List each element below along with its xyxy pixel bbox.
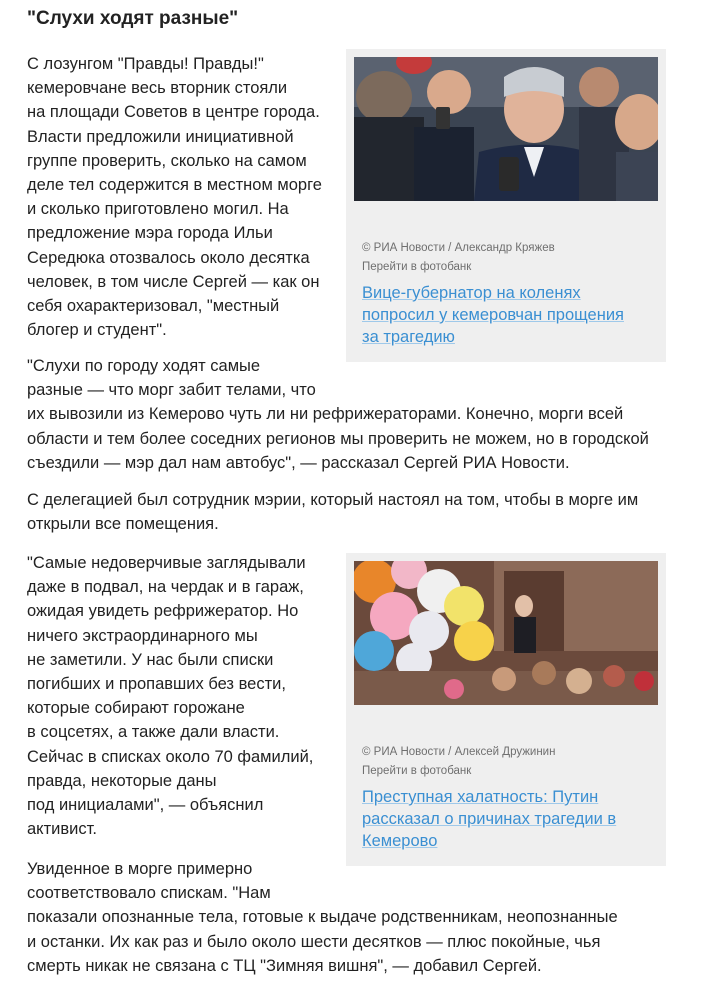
link-line: попросил у кемеровчан прощения — [362, 306, 624, 324]
paragraph-4 — [27, 551, 313, 841]
paragraph-1 — [27, 52, 322, 342]
text-line: не заметили. У нас были списки — [27, 650, 274, 669]
text-line: показали опознанные тела, готовые к выдаче родственникам, неопознанные — [27, 908, 618, 927]
text-line: под инициалами", — объяснил — [27, 796, 264, 815]
photo-credit: © РИА Новости / Алексей Дружинин — [362, 746, 556, 758]
section-heading: "Слухи ходят разные" — [27, 8, 239, 29]
text-line: группе проверить, сколько на самом — [27, 151, 307, 170]
text-line: съездили — мэр дал нам автобус", — рассказал Сергей РИА Новости. — [27, 453, 570, 472]
text-line: которые собирают горожане — [27, 699, 245, 718]
text-line: С делегацией был сотрудник мэрии, который настоял на том, чтобы в морге им — [27, 491, 639, 509]
text-line: в соцсетях, а также дали власти. — [27, 723, 280, 742]
link-line: рассказал о причинах трагедии в — [362, 810, 617, 828]
link-line: Преступная халатность: Путин — [362, 788, 599, 806]
text-line: ничего экстраординарного мы — [27, 626, 258, 645]
crowd-photo[interactable] — [354, 57, 658, 201]
related-article-link[interactable] — [362, 282, 658, 348]
text-line: предложение мэра города Ильи — [27, 224, 273, 243]
text-line: правда, некоторые даны — [27, 771, 217, 790]
text-line: "Слухи по городу ходят самые — [27, 357, 261, 375]
paragraph-3 — [27, 488, 638, 536]
photo-credit: © РИА Новости / Александр Кряжев — [362, 242, 555, 254]
text-line: ожидая увидеть рефрижератор. Но — [27, 602, 299, 621]
text-line: активист. — [27, 820, 97, 839]
related-article-link[interactable] — [362, 786, 658, 852]
memorial-photo-icon — [354, 561, 658, 705]
crowd-photo-icon — [354, 57, 658, 201]
text-line: смерть никак не связана с ТЦ "Зимняя вишня", — добавил Сергей. — [27, 956, 542, 975]
text-line: Середюка отозвалось около десятка — [27, 248, 310, 267]
photobank-link[interactable]: Перейти в фотобанк — [362, 765, 472, 777]
text-line: Сейчас в списках около 70 фамилий, — [27, 747, 314, 766]
photobank-link[interactable]: Перейти в фотобанк — [362, 261, 472, 273]
text-line: разные — что морг забит телами, что — [27, 381, 316, 400]
paragraph-5 — [27, 857, 618, 978]
memorial-photo[interactable] — [354, 561, 658, 705]
text-line: деле тел содержится в местном морге — [27, 176, 322, 195]
paragraph-2 — [27, 354, 649, 475]
text-line: на площади Советов в центре города. — [27, 103, 320, 122]
text-line: "Самые недоверчивые заглядывали — [27, 554, 306, 572]
related-article-card-1[interactable] — [346, 49, 666, 362]
text-line: Увиденное в морге примерно — [27, 860, 253, 878]
text-line: соответствовало спискам. "Нам — [27, 884, 271, 903]
text-line: блогер и студент". — [27, 321, 167, 340]
text-line: кемеровчане весь вторник стояли — [27, 79, 288, 98]
text-line: открыли все помещения. — [27, 515, 219, 534]
text-line: и сколько приготовлено могил. На — [27, 200, 289, 219]
link-line: Кемерово — [362, 832, 438, 850]
text-line: погибших и пропавших без вести, — [27, 675, 286, 694]
text-line: и останки. Их как раз и было около шести десятков — плюс покойные, чья — [27, 932, 601, 951]
text-line: Власти предложили инициативной — [27, 127, 294, 146]
text-line: себя охарактеризовал, "местный — [27, 297, 280, 316]
text-line: даже в подвал, на чердак и в гараж, — [27, 578, 304, 597]
link-line: за трагедию — [362, 328, 455, 346]
text-line: С лозунгом "Правды! Правды!" — [27, 55, 264, 73]
text-line: их вывозили из Кемерово чуть ли ни рефрижераторами. Конечно, морги всей — [27, 405, 624, 424]
text-line: человек, в том числе Сергей — как он — [27, 272, 320, 291]
link-line: Вице-губернатор на коленях — [362, 284, 581, 302]
related-article-card-2[interactable] — [346, 553, 666, 866]
text-line: области и тем более соседних регионов мы проверить не можем, но в городской — [27, 429, 649, 448]
